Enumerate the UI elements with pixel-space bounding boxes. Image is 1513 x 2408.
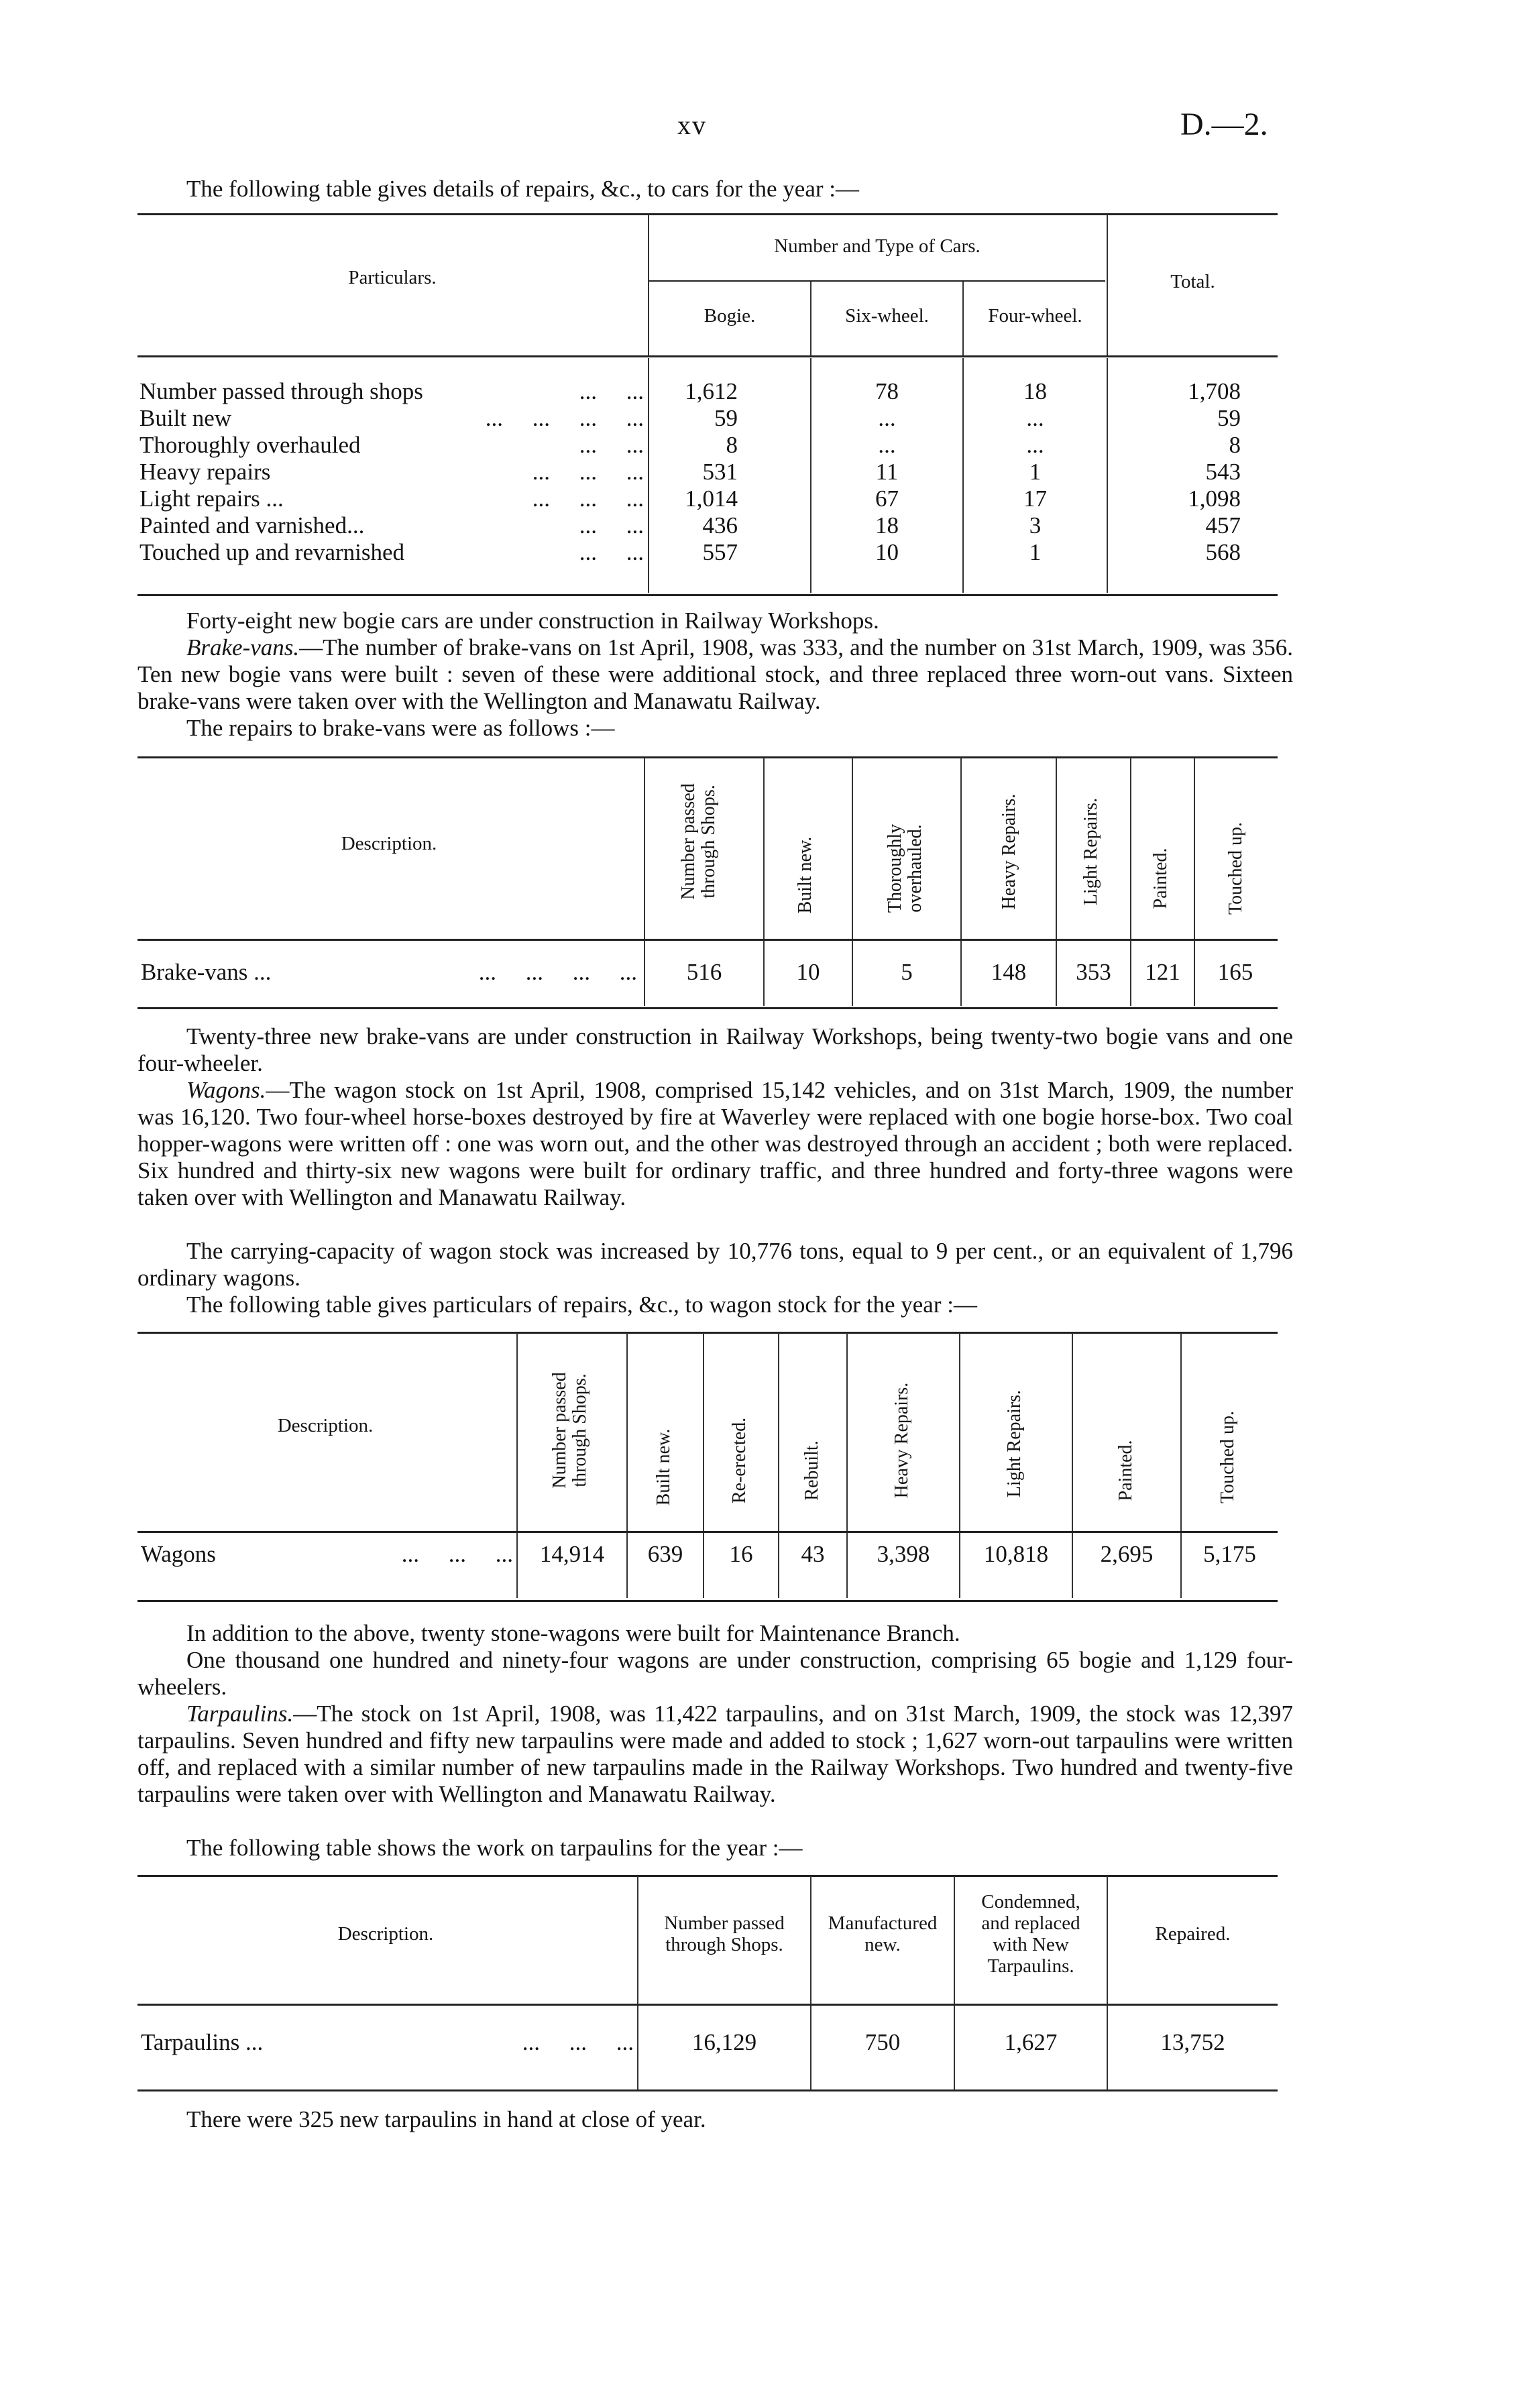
paragraph-in-hand: There were 325 new tarpaulins in hand at close of year.	[186, 2106, 706, 2132]
col-touched-up: Touched up.	[1225, 822, 1246, 915]
row-label: Thoroughly overhauled	[139, 432, 361, 458]
rule	[137, 355, 1278, 357]
col-passed-through-shops: Number passed through Shops.	[549, 1372, 590, 1489]
col-heavy-repairs: Heavy Repairs.	[891, 1382, 912, 1499]
row-label: Tarpaulins ...	[141, 2029, 264, 2055]
cell-bogie: 8	[726, 432, 738, 458]
col-four-wheel: Four-wheel.	[988, 305, 1082, 327]
cell-light-repairs: 353	[1076, 959, 1111, 985]
col-repaired: Repaired.	[1155, 1923, 1231, 1945]
col-group-number-type: Number and Type of Cars.	[774, 235, 980, 257]
rule	[649, 280, 1105, 282]
cell-total: 59	[1217, 405, 1241, 431]
row-label: Heavy repairs	[139, 459, 271, 485]
cell-total: 543	[1205, 459, 1241, 485]
paragraph-wagons-construction: One thousand one hundred and ninety-four wagons are under construction, comprising 65 bogie and 1,129 four-wheelers.	[137, 1647, 1293, 1700]
cell-four-wheel: 18	[1023, 378, 1047, 404]
row-label: Wagons	[141, 1541, 216, 1567]
cell-six-wheel: 10	[875, 539, 899, 565]
divider	[1107, 1876, 1108, 2089]
cars-intro: The following table gives details of repairs, &c., to cars for the year :—	[186, 176, 860, 202]
leader-dots: ... ...	[579, 378, 644, 404]
wagons-text: —The wagon stock on 1st April, 1908, comprised 15,142 vehicles, and on 31st March, 1909, the number was 16,120. Two four-wheel horse-boxes destroyed by fire at Waverley were replaced with one bogie horse-box. Two coal hopper-wagons were written off : one was worn out, and the other was destroyed through an accident ; both were replaced. Six hundred and thirty-six new wagons were built for ordinary traffic, and three hundred and forty-three wagons were taken over with Wellington and Manawatu Railway.	[137, 1077, 1293, 1210]
col-painted: Painted.	[1150, 848, 1171, 909]
paragraph-tarp-table-intro: The following table shows the work on tarpaulins for the year :—	[186, 1835, 803, 1861]
cell-six-wheel: ...	[878, 405, 896, 431]
tarpaulins-text: —The stock on 1st April, 1908, was 11,422 tarpaulins, and on 31st March, 1909, the stock was 12,397 tarpaulins. Seven hundred and fifty new tarpaulins were made and added to stock ; 1,627 worn-out tarpaulins were written off, and replaced with a similar number of new tarpaulins made in the Railway Workshops. Two hundred and twenty-five tarpaulins were taken over with Wellington and Manawatu Railway.	[137, 1701, 1293, 1807]
col-description: Description.	[337, 1923, 434, 1945]
cell-four-wheel: 1	[1029, 539, 1042, 565]
cell-total: 457	[1205, 512, 1241, 538]
rule	[137, 1332, 1278, 1334]
row-label: Light repairs ...	[139, 485, 284, 512]
cell-passed-through-shops: 516	[686, 959, 722, 985]
paragraph-brake-construction: Twenty-three new brake-vans are under construction in Railway Workshops, being twenty-two bogie vans and one four-wheeler.	[137, 1023, 1293, 1076]
cell-six-wheel: 67	[875, 485, 899, 512]
cell-manufactured-new: 750	[864, 2029, 901, 2055]
col-description: Description.	[341, 833, 437, 854]
wagons-heading: Wagons.	[186, 1077, 266, 1103]
col-description: Description.	[277, 1415, 374, 1436]
leader-dots: ... ...	[579, 539, 644, 565]
rule	[137, 2004, 1278, 2006]
row-label: Built new	[139, 405, 232, 431]
brake-vans-heading: Brake-vans.	[186, 634, 300, 661]
document-reference: D.—2.	[1180, 107, 1268, 142]
cell-four-wheel: ...	[1026, 432, 1044, 458]
leader-dots: ... ... ... ...	[478, 959, 637, 985]
paragraph-capacity: The carrying-capacity of wagon stock was increased by 10,776 tons, equal to 9 per cent., or an equivalent of 1,796 ordinary wagons.	[137, 1238, 1293, 1291]
col-particulars: Particulars.	[348, 267, 437, 288]
cell-six-wheel: 18	[875, 512, 899, 538]
col-six-wheel: Six-wheel.	[845, 305, 929, 327]
cell-six-wheel: 11	[875, 459, 899, 485]
row-label: Painted and varnished...	[139, 512, 365, 538]
cell-repaired: 13,752	[1160, 2029, 1225, 2055]
cell-touched-up: 165	[1217, 959, 1253, 985]
rule	[137, 939, 1278, 941]
leader-dots: ... ...	[579, 432, 644, 458]
leader-dots: ... ... ...	[401, 1541, 513, 1567]
cell-thoroughly-overhauled: 5	[901, 959, 913, 985]
cell-four-wheel: ...	[1026, 405, 1044, 431]
paragraph-wagon-table-intro: The following table gives particulars of repairs, &c., to wagon stock for the year :—	[186, 1292, 977, 1318]
cell-painted: 2,695	[1100, 1541, 1154, 1567]
row-label: Number passed through shops	[139, 378, 423, 404]
cell-bogie: 1,612	[685, 378, 738, 404]
col-condemned-replaced: Condemned, and replaced with New Tarpaulins.	[981, 1891, 1080, 1977]
col-built-new: Built new.	[653, 1428, 674, 1506]
cell-bogie: 1,014	[685, 485, 738, 512]
cell-touched-up: 5,175	[1203, 1541, 1256, 1567]
brake-vans-text: —The number of brake-vans on 1st April, 1908, was 333, and the number on 31st March, 1909, was 356. Ten new bogie vans were built : seven of these were additional stock, and three replaced three worn-out vans. Sixteen brake-vans were taken over with the Wellington and Manawatu Railway.	[137, 634, 1293, 714]
paragraph-stone-wagons: In addition to the above, twenty stone-wagons were built for Maintenance Branch.	[186, 1620, 960, 1646]
cell-bogie: 436	[702, 512, 738, 538]
leader-dots: ... ...	[579, 512, 644, 538]
col-passed-through-shops: Number passed through Shops.	[664, 1912, 785, 1955]
col-thoroughly-overhauled: Thoroughly overhauled.	[885, 823, 926, 913]
cell-total: 8	[1229, 432, 1241, 458]
cell-heavy-repairs: 148	[991, 959, 1027, 985]
paragraph-wagons	[137, 1077, 1293, 1211]
tarpaulins-heading: Tarpaulins.	[186, 1701, 294, 1727]
cell-total: 1,098	[1188, 485, 1241, 512]
row-label: Touched up and revarnished	[139, 539, 405, 565]
col-rebuilt: Rebuilt.	[801, 1440, 822, 1501]
divider	[810, 1876, 811, 2089]
cell-bogie: 557	[702, 539, 738, 565]
divider	[648, 358, 649, 593]
cell-painted: 121	[1145, 959, 1180, 985]
rule	[137, 1600, 1278, 1602]
cell-rebuilt: 43	[801, 1541, 825, 1567]
cell-re-erected: 16	[729, 1541, 753, 1567]
col-light-repairs: Light Repairs.	[1004, 1389, 1025, 1498]
paragraph-brake-vans	[137, 634, 1293, 715]
col-total: Total.	[1170, 271, 1215, 292]
cell-four-wheel: 1	[1029, 459, 1042, 485]
col-passed-through-shops: Number passed through Shops.	[678, 783, 719, 900]
cell-built-new: 639	[647, 1541, 683, 1567]
rule	[137, 2089, 1278, 2091]
paragraph-tarpaulins	[137, 1701, 1293, 1808]
col-touched-up: Touched up.	[1217, 1411, 1238, 1504]
cell-four-wheel: 17	[1023, 485, 1047, 512]
rule	[137, 594, 1278, 596]
cell-six-wheel: ...	[878, 432, 896, 458]
leader-dots: ... ... ...	[532, 485, 644, 512]
cell-bogie: 59	[714, 405, 738, 431]
cell-heavy-repairs: 3,398	[877, 1541, 930, 1567]
cell-total: 1,708	[1188, 378, 1241, 404]
paragraph-cars-construction: Forty-eight new bogie cars are under construction in Railway Workshops.	[186, 608, 879, 634]
rule	[137, 1007, 1278, 1009]
col-painted: Painted.	[1115, 1440, 1136, 1501]
cell-six-wheel: 78	[875, 378, 899, 404]
cell-bogie: 531	[702, 459, 738, 485]
cell-total: 568	[1205, 539, 1241, 565]
cell-light-repairs: 10,818	[983, 1541, 1049, 1567]
cell-built-new: 10	[796, 959, 820, 985]
cell-passed-through-shops: 14,914	[539, 1541, 605, 1567]
cell-passed-through-shops: 16,129	[691, 2029, 757, 2055]
col-built-new: Built new.	[795, 836, 816, 914]
col-bogie: Bogie.	[704, 305, 756, 327]
cell-four-wheel: 3	[1029, 512, 1042, 538]
page-number: xv	[677, 110, 707, 140]
row-label: Brake-vans ...	[141, 959, 272, 985]
leader-dots: ... ... ...	[522, 2029, 634, 2055]
divider	[637, 1876, 638, 2089]
rule	[137, 1531, 1278, 1533]
leader-dots: ... ... ...	[532, 459, 644, 485]
paragraph-brake-repairs-intro: The repairs to brake-vans were as follows :—	[186, 715, 615, 741]
leader-dots: ... ... ... ...	[485, 405, 644, 431]
cell-condemned-replaced: 1,627	[1004, 2029, 1058, 2055]
col-light-repairs: Light Repairs.	[1080, 797, 1101, 906]
col-re-erected: Re-erected.	[729, 1417, 750, 1504]
col-heavy-repairs: Heavy Repairs.	[999, 793, 1019, 910]
col-manufactured-new: Manufactured new.	[828, 1912, 938, 1955]
